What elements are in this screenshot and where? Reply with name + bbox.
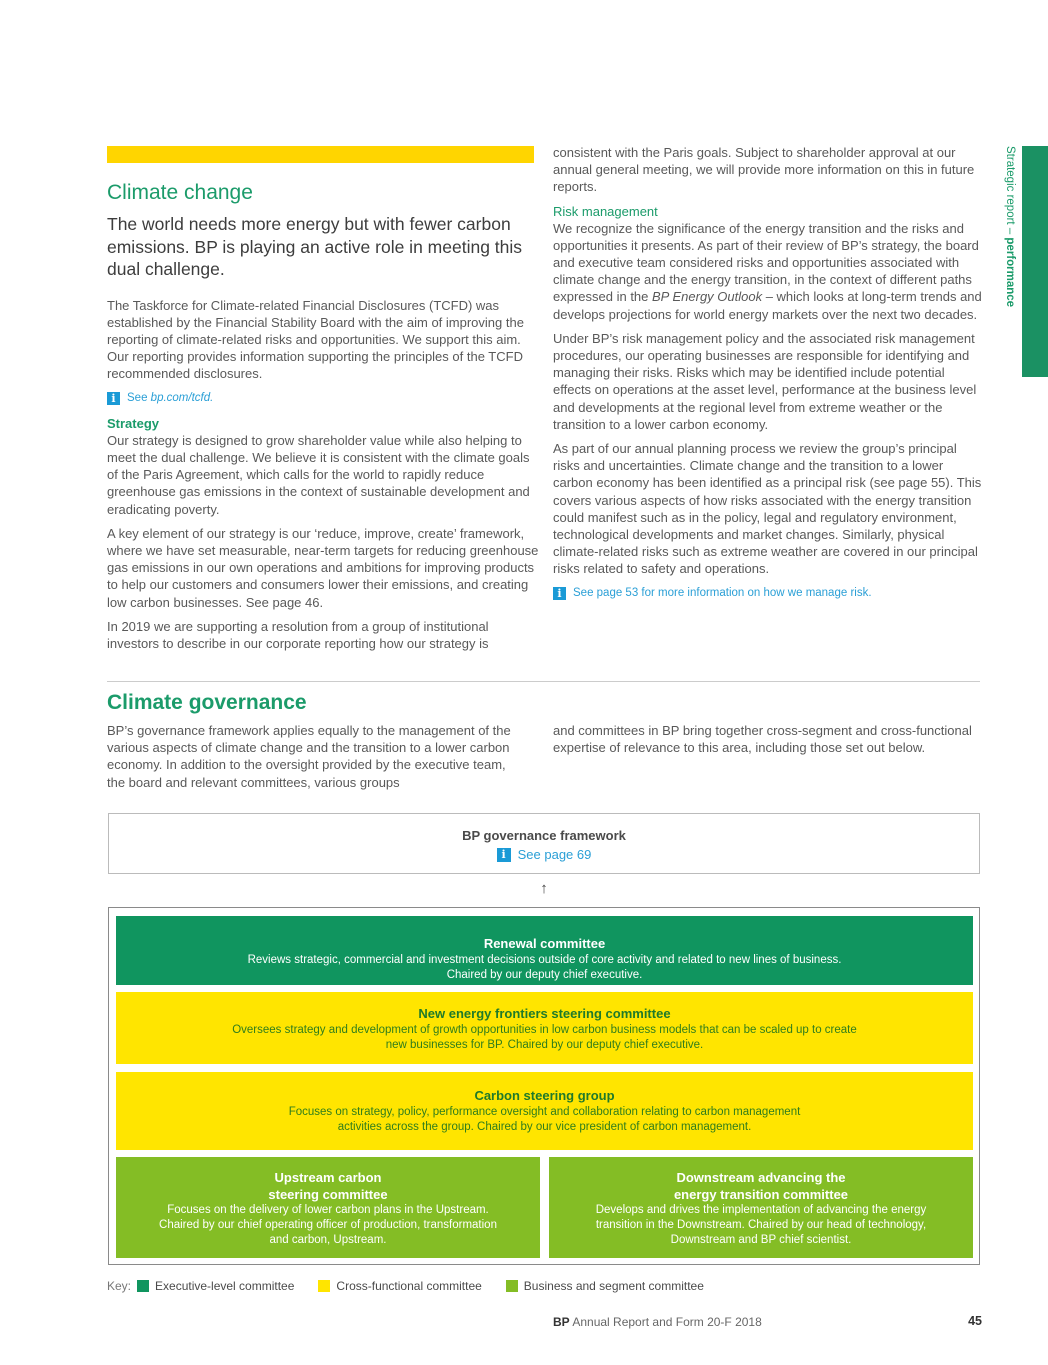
- governance-text-right: and committees in BP bring together cross-segment and cross-functional expertise of relevance to this area, including those set out below.: [553, 723, 972, 756]
- committee-desc: and carbon, Upstream.: [269, 1234, 387, 1246]
- committee-desc: Oversees strategy and development of growth opportunities in low carbon business models that can be scaled up to create: [232, 1023, 857, 1036]
- info-link-prefix: See: [127, 391, 151, 404]
- committee-desc: Focuses on strategy, policy, performance oversight and collaboration relating to carbon management: [288, 1105, 801, 1118]
- risk-paragraph-1: [553, 220, 985, 323]
- section-accent-bar: [107, 146, 534, 163]
- committee-desc: transition in the Downstream. Chaired by our head of technology,: [595, 1219, 927, 1231]
- governance-framework-box: [108, 813, 980, 874]
- tcfd-intro: The Taskforce for Climate-related Financial Disclosures (TCFD) was established by the Financial Stability Board with the aim of improving the reporting of climate-related risks and opportunities. We support this aim. Our reporting provides information supporting the principles of the TCFD recommended disclosures.: [107, 297, 524, 382]
- key-item-label: Executive-level committee: [155, 1279, 295, 1293]
- risk-info-link-text[interactable]: See page 53 for more information on how we manage risk.: [573, 586, 872, 599]
- key-item-label: Business and segment committee: [523, 1279, 704, 1293]
- info-icon: i: [107, 392, 120, 405]
- committee-title: New energy frontiers steering committee: [418, 1006, 671, 1021]
- committee-desc: new businesses for BP. Chaired by our deputy chief executive.: [385, 1038, 704, 1051]
- executive-swatch-icon: [137, 1280, 149, 1292]
- section-side-label: [1002, 146, 1018, 326]
- climate-change-left-column: [107, 180, 539, 659]
- committee-title: Carbon steering group: [474, 1088, 615, 1103]
- page-number: 45: [968, 1314, 982, 1328]
- climate-governance-title: Climate governance: [107, 691, 307, 714]
- arrow-up-icon: ↑: [540, 880, 548, 897]
- committee-title: Downstream advancing the: [676, 1170, 846, 1185]
- cross-functional-swatch-icon: [318, 1280, 330, 1292]
- strategy-continuation: consistent with the Paris goals. Subject to shareholder approval at our annual general meeting, we will provide more information on this in future reports.: [553, 145, 975, 195]
- upstream-carbon-committee-box: [116, 1157, 540, 1258]
- risk-management-heading: Risk management: [553, 203, 658, 219]
- business-swatch-icon: [506, 1280, 518, 1292]
- carbon-steering-group-box: [116, 1072, 973, 1150]
- climate-change-lead: The world needs more energy but with fewer carbon emissions. BP is playing an active role in meeting this dual challenge.: [107, 214, 523, 279]
- page-footer: [553, 1315, 762, 1329]
- committee-desc: Reviews strategic, commercial and investment decisions outside of core activity and related to new lines of business.: [247, 953, 842, 966]
- key-item-business: [506, 1279, 704, 1293]
- risk-p1-text: We recognize the significance of the energy transition and the risks and opportunities it presents. As part of their review of BP’s strategy, the board and executive team considered risks and opportunities associated with climate change and the energy transition, in the context of different paths expressed in the: [553, 220, 979, 305]
- new-energy-frontiers-box: [116, 992, 973, 1064]
- committee-title: steering committee: [268, 1186, 388, 1202]
- info-icon: i: [497, 848, 511, 862]
- committee-title: energy transition committee: [673, 1186, 849, 1202]
- committee-desc: Develops and drives the implementation of advancing the energy: [595, 1204, 927, 1216]
- renewal-committee-box: [116, 916, 973, 985]
- footer-title: Annual Report and Form 20-F 2018: [569, 1315, 762, 1329]
- committee-desc: Chaired by our chief operating officer of production, transformation: [159, 1219, 497, 1231]
- key-item-cross-functional: [318, 1279, 481, 1293]
- risk-paragraph-3: As part of our annual planning process we review the group’s principal risks and uncertainties. Climate change and the transition to a lower carbon economy has been identified as a principal risk (see page 55). This covers various aspects of how risks associated with the energy transition could manifest such as in the policy, legal and regulatory environment, technological developments and market changes. Similarly, physical climate-related risks such as extreme weather are covered in our principal risks related to safety and operations.: [553, 441, 982, 577]
- climate-change-title: Climate change: [107, 181, 253, 204]
- framework-title: BP governance framework: [462, 828, 626, 843]
- strategy-heading: Strategy: [107, 415, 160, 431]
- key-label: Key:: [107, 1279, 132, 1293]
- committee-chart: [108, 907, 980, 1265]
- chart-key: [107, 1279, 728, 1293]
- tcfd-info-link[interactable]: [107, 390, 539, 407]
- committee-desc: Downstream and BP chief scientist.: [670, 1234, 852, 1246]
- side-label-regular: Strategic report –: [1004, 146, 1016, 238]
- committee-desc: activities across the group. Chaired by our vice president of carbon management.: [337, 1120, 752, 1133]
- strategy-paragraph: Our strategy is designed to grow shareholder value while also helping to meet the dual challenge. We believe it is consistent with the climate goals of the Paris Agreement, which calls for the world to rapidly reduce greenhouse gas emissions in the context of sustainable development and eradicating poverty.: [107, 432, 530, 517]
- energy-outlook-title: BP Energy Outlook: [652, 289, 763, 305]
- key-item-label: Cross-functional committee: [336, 1279, 482, 1293]
- framework-link-text[interactable]: See page 69: [517, 847, 592, 862]
- risk-info-link[interactable]: [553, 585, 985, 602]
- key-item-executive: [137, 1279, 294, 1293]
- strategy-paragraph: A key element of our strategy is our ‘reduce, improve, create’ framework, where we have set measurable, near-term targets for reducing greenhouse gas emissions in our own operations and ambitions for improving products to help our customers and consumers lower their emissions, and creating low carbon businesses. See page 46.: [107, 525, 539, 610]
- risk-p1-text-after: – which looks at long-term trends and develops projections for world energy markets over the next two decades.: [553, 289, 982, 322]
- risk-paragraph-2: Under BP’s risk management policy and the associated risk management procedures, our operating businesses are responsible for identifying and managing their risks. Risks which may be identified include potential effects on operations at the asset level, performance at the business level and developments at the regional level from extreme weather or the transition to a lower carbon economy.: [553, 330, 977, 432]
- climate-change-right-column: [553, 144, 985, 610]
- downstream-energy-transition-box: [549, 1157, 973, 1258]
- side-label-bold: performance: [1004, 237, 1016, 308]
- framework-link[interactable]: [497, 847, 592, 862]
- committee-desc: Focuses on the delivery of lower carbon plans in the Upstream.: [167, 1204, 489, 1216]
- footer-brand: BP: [553, 1315, 570, 1329]
- section-tab[interactable]: [1022, 146, 1048, 377]
- strategy-paragraph: In 2019 we are supporting a resolution from a group of institutional investors to describe in our corporate reporting how our strategy is: [107, 618, 489, 651]
- committee-desc: Chaired by our deputy chief executive.: [446, 968, 643, 981]
- governance-text-left: BP’s governance framework applies equally to the management of the various aspects of climate change and the transition to a lower carbon economy. In addition to the oversight provided by the executive team, the board and relevant committees, various groups: [107, 723, 511, 790]
- tcfd-link[interactable]: bp.com/tcfd.: [150, 391, 214, 404]
- info-icon: i: [553, 587, 566, 600]
- committee-title: Renewal committee: [483, 936, 606, 951]
- section-divider: [107, 681, 980, 682]
- committee-title: Upstream carbon: [274, 1170, 382, 1185]
